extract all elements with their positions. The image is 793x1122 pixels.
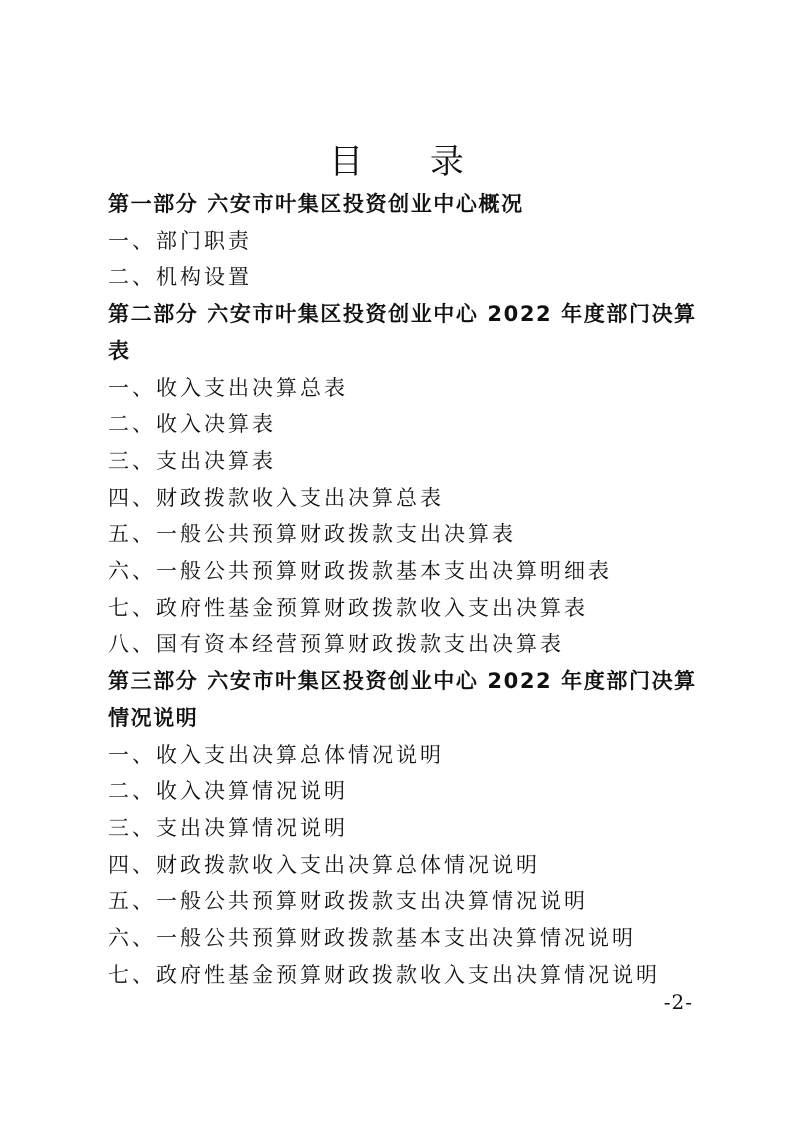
toc-item: 三、支出决算表 (108, 448, 276, 473)
page-title: 目 录 (329, 142, 492, 182)
toc-item: 四、财政拨款收入支出决算总表 (108, 485, 444, 510)
toc-item: 二、收入决算情况说明 (108, 779, 348, 804)
toc-item: 四、财政拨款收入支出决算总体情况说明 (108, 852, 540, 877)
toc-item: 六、一般公共预算财政拨款基本支出决算情况说明 (108, 926, 636, 951)
toc-item: 五、一般公共预算财政拨款支出决算表 (108, 522, 516, 547)
toc-item: 一、部门职责 (108, 228, 252, 253)
toc-item: 七、政府性基金预算财政拨款收入支出决算表 (108, 595, 588, 620)
toc-item: 八、国有资本经营预算财政拨款支出决算表 (108, 632, 564, 657)
toc-item: 五、一般公共预算财政拨款支出决算情况说明 (108, 889, 588, 914)
toc-item: 六、一般公共预算财政拨款基本支出决算明细表 (108, 559, 612, 584)
toc-item: 一、收入支出决算总表 (108, 375, 348, 400)
toc-item: 二、机构设置 (108, 265, 252, 290)
table-of-contents (108, 186, 708, 993)
toc-part-1: 第一部分 六安市叶集区投资创业中心概况 (108, 192, 524, 216)
toc-part-3: 第三部分 六安市叶集区投资创业中心 2022 年度部门决算情况说明 (108, 669, 697, 730)
toc-item: 一、收入支出决算总体情况说明 (108, 742, 444, 767)
page-number: -2- (663, 990, 693, 1014)
toc-item: 三、支出决算情况说明 (108, 815, 348, 840)
toc-item: 二、收入决算表 (108, 412, 276, 437)
toc-item: 七、政府性基金预算财政拨款收入支出决算情况说明 (108, 962, 660, 987)
toc-part-2: 第二部分 六安市叶集区投资创业中心 2022 年度部门决算表 (108, 302, 697, 363)
